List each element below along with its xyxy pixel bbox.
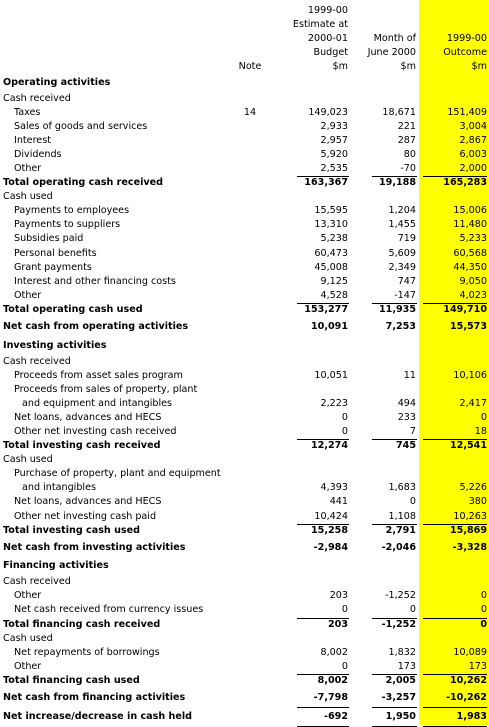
- budget-estimate-cell: 60,473: [314, 247, 348, 259]
- table-row: [0, 106, 489, 120]
- row-label: Net increase/decrease in cash held: [3, 711, 193, 723]
- table-row: [0, 176, 489, 190]
- table-row: [0, 603, 489, 617]
- table-row: [0, 190, 489, 204]
- table-row: [0, 120, 489, 134]
- month-cell: 494: [397, 397, 416, 409]
- row-label: Net loans, advances and HECS: [14, 496, 162, 508]
- row-label: Proceeds from sales of property, plant: [14, 383, 198, 395]
- table-row: [0, 688, 489, 708]
- table-row: [0, 589, 489, 603]
- table-row: [0, 538, 489, 558]
- outcome-cell: 60,568: [453, 247, 487, 259]
- row-label: Interest: [14, 134, 51, 146]
- table-row: [0, 707, 489, 727]
- table-row: [0, 439, 489, 453]
- outcome-cell: 10,106: [453, 369, 487, 381]
- total-rule: [423, 707, 487, 708]
- budget-estimate-cell: -692: [323, 711, 348, 723]
- outcome-cell: 0: [480, 604, 487, 616]
- row-label: Other net investing cash paid: [14, 510, 157, 522]
- table-row: [0, 275, 489, 289]
- row-label: Investing activities: [3, 339, 107, 351]
- total-rule: [297, 524, 349, 525]
- row-label: Net cash received from currency issues: [14, 604, 204, 616]
- row-label: Cash received: [3, 92, 71, 104]
- row-label: Financing activities: [3, 560, 109, 572]
- table-header: [0, 0, 489, 75]
- table-row: [0, 481, 489, 495]
- month-cell: 1,455: [388, 219, 416, 231]
- total-rule: [297, 674, 349, 675]
- row-label: and equipment and intangibles: [22, 397, 173, 409]
- month-cell: 719: [397, 233, 416, 245]
- table-row: [0, 134, 489, 148]
- month-cell: 18,671: [382, 106, 416, 118]
- total-rule: [423, 303, 487, 304]
- row-label: Dividends: [14, 148, 62, 160]
- outcome-cell: 6,003: [459, 148, 487, 160]
- month-cell: 19,188: [378, 177, 416, 189]
- month-cell: -3,257: [381, 691, 416, 703]
- budget-estimate-cell: 0: [341, 660, 348, 672]
- month-cell: 7,253: [385, 321, 416, 332]
- month-cell: 11: [403, 369, 416, 381]
- row-label: Cash used: [3, 632, 53, 644]
- month-cell: -1,252: [385, 590, 416, 602]
- month-cell: 747: [397, 275, 416, 287]
- table-row: [0, 397, 489, 411]
- budget-estimate-cell: 2,957: [320, 134, 348, 146]
- outcome-cell: 10,263: [453, 510, 487, 522]
- budget-estimate-cell: 0: [341, 425, 348, 437]
- month-cell: 2,005: [385, 674, 416, 686]
- outcome-cell: -10,262: [445, 691, 487, 703]
- budget-estimate-cell: 45,008: [314, 261, 348, 273]
- row-label: Other: [14, 162, 42, 174]
- month-cell: 1,683: [388, 482, 416, 494]
- budget-estimate-cell: 8,002: [320, 646, 348, 658]
- total-rule: [297, 176, 349, 177]
- table-row: [0, 162, 489, 176]
- total-rule: [372, 674, 417, 675]
- budget-estimate-cell: 8,002: [317, 674, 348, 686]
- row-label: Total operating cash received: [3, 177, 164, 189]
- row-label: Sales of goods and services: [14, 120, 148, 132]
- month-cell: 1,832: [388, 646, 416, 658]
- table-row: [0, 510, 489, 524]
- table-row: [0, 557, 489, 575]
- month-cell: 287: [397, 134, 416, 146]
- month-cell: -2,046: [381, 541, 416, 553]
- outcome-cell: 173: [468, 660, 487, 672]
- outcome-cell: -3,328: [452, 541, 487, 553]
- budget-estimate-cell: 4,393: [320, 482, 348, 494]
- outcome-cell: 151,409: [447, 106, 487, 118]
- budget-estimate-cell: 2,223: [320, 397, 348, 409]
- row-label: Total investing cash used: [3, 524, 141, 536]
- outcome-cell: 12,541: [449, 440, 487, 452]
- row-label: Subsidies paid: [14, 233, 84, 245]
- month-cell: 745: [395, 440, 416, 452]
- row-label: Cash used: [3, 191, 53, 203]
- row-label: Net loans, advances and HECS: [14, 411, 162, 423]
- table-row: [0, 148, 489, 162]
- month-cell: 1,950: [385, 711, 416, 723]
- outcome-cell: 5,226: [459, 482, 487, 494]
- total-rule: [423, 674, 487, 675]
- budget-estimate-cell: -7,798: [313, 691, 348, 703]
- outcome-cell: 149,710: [443, 303, 487, 315]
- total-rule: [423, 439, 487, 440]
- table-row: [0, 369, 489, 383]
- row-label: Proceeds from asset sales program: [14, 369, 183, 381]
- month-cell: 173: [397, 660, 416, 672]
- month-cell: 2,349: [388, 261, 416, 273]
- table-row: [0, 495, 489, 509]
- month-cell: -1,252: [381, 618, 416, 630]
- table-row: [0, 411, 489, 425]
- row-label: Purchase of property, plant and equipment: [14, 468, 221, 480]
- month-cell: -147: [394, 289, 416, 301]
- month-cell: 1,204: [388, 205, 416, 217]
- outcome-cell: 11,480: [453, 219, 487, 231]
- table-body: [0, 75, 489, 727]
- budget-estimate-cell: 13,310: [314, 219, 348, 231]
- budget-estimate-cell: 4,528: [320, 289, 348, 301]
- outcome-header: 1999-00 Outcome $m: [443, 33, 487, 72]
- budget-estimate-cell: 10,424: [314, 510, 348, 522]
- month-cell: 0: [409, 604, 416, 616]
- outcome-cell: 165,283: [443, 177, 487, 189]
- month-cell: 233: [397, 411, 416, 423]
- table-row: [0, 247, 489, 261]
- outcome-cell: 380: [468, 496, 487, 508]
- table-row: [0, 232, 489, 246]
- row-label: Other net investing cash received: [14, 425, 177, 437]
- row-label: Operating activities: [3, 77, 111, 88]
- table-row: [0, 632, 489, 646]
- row-label: Cash used: [3, 454, 53, 466]
- budget-estimate-cell: 5,238: [320, 233, 348, 245]
- table-row: [0, 92, 489, 106]
- row-label: Total operating cash used: [3, 303, 143, 315]
- total-rule: [297, 618, 349, 619]
- note-header: Note: [238, 61, 262, 72]
- total-rule: [372, 524, 417, 525]
- table-row: [0, 425, 489, 439]
- row-label: Net cash from financing activities: [3, 691, 186, 703]
- total-rule: [423, 524, 487, 525]
- row-label: Net repayments of borrowings: [14, 646, 160, 658]
- row-label: Interest and other financing costs: [14, 275, 176, 287]
- table-row: [0, 75, 489, 92]
- outcome-cell: 9,050: [459, 275, 487, 287]
- row-label: Total financing cash received: [3, 618, 161, 630]
- row-label: Cash received: [3, 576, 71, 588]
- budget-estimate-cell: 15,258: [310, 524, 348, 536]
- total-rule: [372, 618, 417, 619]
- budget-estimate-cell: 203: [329, 590, 348, 602]
- outcome-cell: 2,000: [459, 162, 487, 174]
- budget-estimate-cell: 203: [327, 618, 348, 630]
- row-label: Total financing cash used: [3, 674, 140, 686]
- total-rule: [423, 176, 487, 177]
- row-label: Personal benefits: [14, 247, 97, 259]
- budget-estimate-cell: 12,274: [310, 440, 348, 452]
- row-label: Grant payments: [14, 261, 92, 273]
- table-row: [0, 261, 489, 275]
- budget-estimate-cell: 10,051: [314, 369, 348, 381]
- row-label: Taxes: [14, 106, 41, 118]
- outcome-cell: 3,004: [459, 120, 487, 132]
- outcome-cell: 4,023: [459, 289, 487, 301]
- month-header: Month of June 2000 $m: [367, 33, 416, 72]
- table-row: [0, 383, 489, 397]
- table-row: [0, 467, 489, 481]
- outcome-cell: 10,089: [453, 646, 487, 658]
- total-rule: [372, 439, 417, 440]
- table-row: [0, 218, 489, 232]
- row-label: Other: [14, 289, 42, 301]
- budget-estimate-cell: 15,595: [314, 205, 348, 217]
- table-row: [0, 618, 489, 632]
- table-row: [0, 453, 489, 467]
- row-label: Net cash from investing activities: [3, 541, 186, 553]
- month-cell: 0: [409, 496, 416, 508]
- outcome-cell: 15,573: [449, 321, 487, 332]
- budget-estimate-cell: 2,535: [320, 162, 348, 174]
- month-cell: 11,935: [378, 303, 416, 315]
- month-cell: 80: [403, 148, 416, 160]
- outcome-cell: 0: [480, 411, 487, 423]
- row-label: Payments to employees: [14, 205, 130, 217]
- budget-estimate-cell: 10,091: [310, 321, 348, 332]
- table-row: [0, 204, 489, 218]
- outcome-cell: 2,867: [459, 134, 487, 146]
- table-row: [0, 660, 489, 674]
- month-cell: 5,609: [388, 247, 416, 259]
- row-label: Other: [14, 660, 42, 672]
- total-rule: [372, 707, 417, 708]
- row-label: and intangibles: [22, 482, 96, 494]
- total-rule: [423, 618, 487, 619]
- row-label: Payments to suppliers: [14, 219, 121, 231]
- table-row: [0, 646, 489, 660]
- budget-estimate-cell: -2,984: [313, 541, 348, 553]
- total-rule: [372, 303, 417, 304]
- budget-estimate-cell: 163,367: [304, 177, 348, 189]
- row-label: Total investing cash received: [3, 440, 161, 452]
- outcome-cell: 15,006: [453, 205, 487, 217]
- total-rule: [297, 303, 349, 304]
- note-cell: 14: [243, 106, 257, 118]
- table-row: [0, 575, 489, 589]
- budget-estimate-cell: 149,023: [308, 106, 348, 118]
- outcome-cell: 5,233: [459, 233, 487, 245]
- row-label: Cash received: [3, 355, 71, 367]
- budget-estimate-cell: 441: [329, 496, 348, 508]
- table-row: [0, 289, 489, 303]
- table-row: [0, 317, 489, 337]
- month-cell: 7: [409, 425, 416, 437]
- budget-estimate-cell: 153,277: [304, 303, 348, 315]
- budget-estimate-cell: 0: [341, 411, 348, 423]
- row-label: Net cash from operating activities: [3, 321, 189, 332]
- table-row: [0, 524, 489, 538]
- month-cell: 221: [397, 120, 416, 132]
- outcome-cell: 0: [480, 590, 487, 602]
- budget-estimate-cell: 9,125: [320, 275, 348, 287]
- outcome-cell: 15,869: [449, 524, 487, 536]
- outcome-cell: 44,350: [453, 261, 487, 273]
- table-row: [0, 337, 489, 355]
- outcome-cell: 10,262: [449, 674, 487, 686]
- outcome-cell: 1,983: [456, 711, 487, 723]
- budget-estimate-cell: 5,920: [320, 148, 348, 160]
- total-rule: [297, 707, 349, 708]
- total-rule: [297, 439, 349, 440]
- budget-estimate-cell: 2,933: [320, 120, 348, 132]
- total-rule: [372, 176, 417, 177]
- budget-estimate-cell: 0: [341, 604, 348, 616]
- row-label: Other: [14, 590, 42, 602]
- month-cell: 1,108: [388, 510, 416, 522]
- table-row: [0, 303, 489, 317]
- outcome-cell: 0: [480, 618, 487, 630]
- outcome-cell: 18: [474, 425, 487, 437]
- budget-estimate-header: 1999-00 Estimate at 2000-01 Budget $m: [292, 5, 348, 72]
- table-row: [0, 355, 489, 369]
- outcome-cell: 2,417: [459, 397, 487, 409]
- month-cell: -70: [400, 162, 416, 174]
- month-cell: 2,791: [385, 524, 416, 536]
- table-row: [0, 674, 489, 688]
